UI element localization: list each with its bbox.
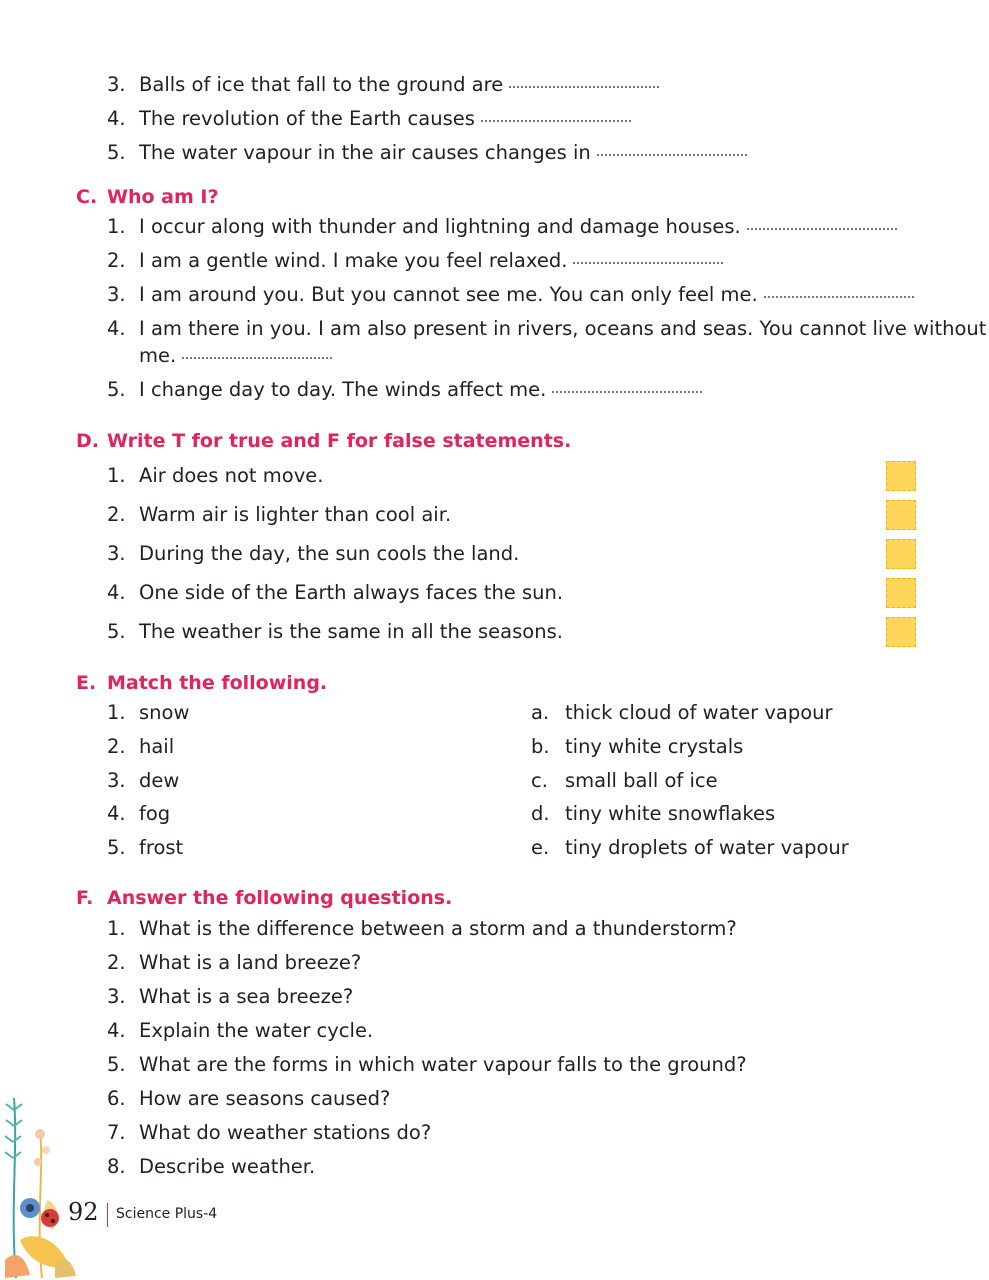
answer-box[interactable] (886, 500, 916, 530)
answer-blank[interactable] (481, 119, 631, 122)
page-number: 92 (68, 1198, 99, 1226)
answer-blank[interactable] (747, 227, 897, 230)
answer-blank[interactable] (764, 295, 914, 298)
question-text: The water vapour in the air causes changes in (139, 141, 591, 164)
answer-blank[interactable] (509, 85, 659, 88)
answer-blank[interactable] (552, 390, 702, 393)
answer-box[interactable] (886, 617, 916, 647)
footer-divider (107, 1203, 108, 1227)
answer-box[interactable] (886, 578, 916, 608)
floral-decoration-icon (0, 1090, 80, 1280)
book-title: Science Plus-4 (116, 1206, 218, 1222)
answer-blank[interactable] (597, 153, 747, 156)
question-text: The revolution of the Earth causes (139, 107, 475, 130)
answer-blank[interactable] (182, 356, 332, 359)
answer-blank[interactable] (573, 261, 723, 264)
answer-box[interactable] (886, 461, 916, 491)
question-text: Balls of ice that fall to the ground are (139, 73, 504, 96)
answer-box[interactable] (886, 539, 916, 569)
